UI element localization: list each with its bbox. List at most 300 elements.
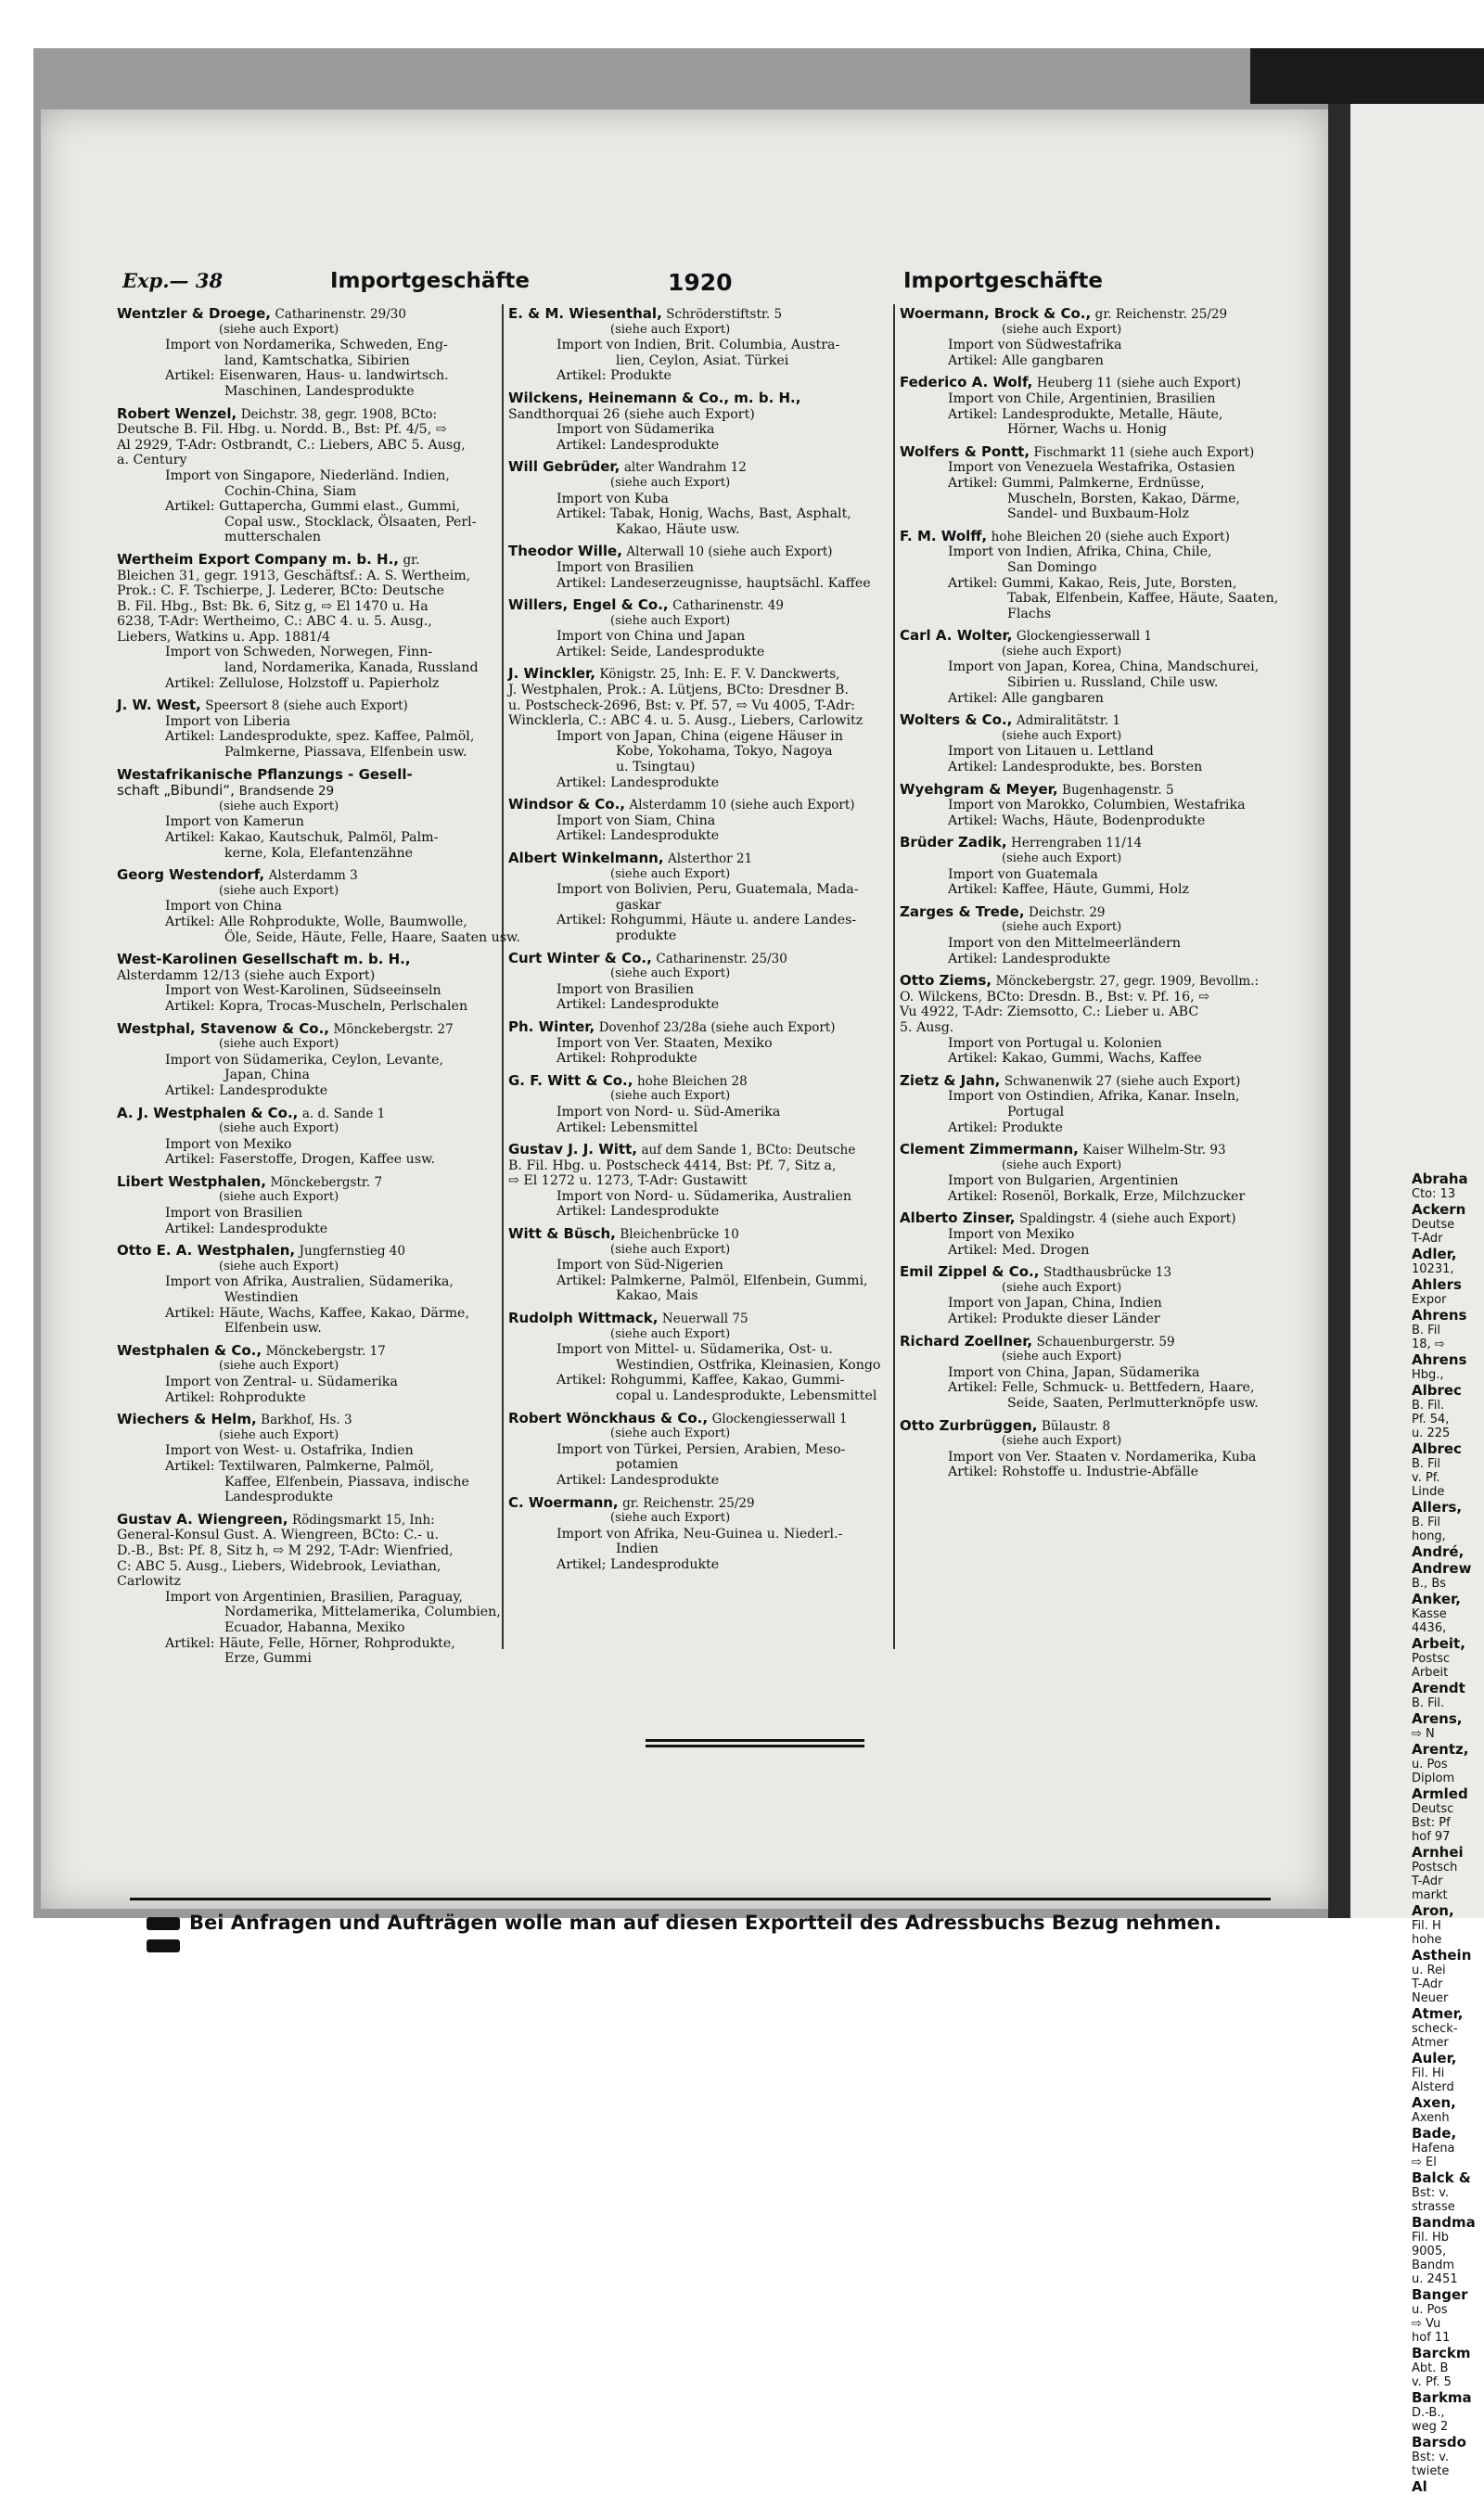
directory-entry (508, 1073, 903, 1135)
entry-line: J. Westphalen, Prok.: A. Lütjens, BCto: Dresdner B. (508, 683, 849, 698)
next-page-line: B., Bs (1412, 1577, 1447, 1591)
firm-address: Mönckebergstr. 27, gegr. 1909, Bevollm.: (995, 974, 1260, 990)
next-page-heading: Allers, (1412, 1499, 1463, 1516)
entry-heading (508, 1411, 903, 1427)
firm-address: Mönckebergstr. 27 (333, 1021, 454, 1037)
entry-heading (900, 1142, 1295, 1158)
entry-note: (siehe auch Export) (219, 1190, 339, 1205)
directory-entry (117, 1412, 512, 1505)
entry-line: Artikel: Produkte (948, 1120, 1063, 1135)
firm-address: Bugenhagenstr. 5 (1062, 782, 1174, 798)
entry-heading (117, 1021, 512, 1038)
entry-line: Import von Afrika, Australien, Südamerika, (165, 1274, 454, 1290)
next-page-line: 4436, (1412, 1621, 1447, 1635)
entry-line: Artikel: Palmkerne, Palmöl, Elfenbein, Gummi, (556, 1273, 868, 1288)
next-page-line: v. Pf. (1412, 1471, 1440, 1485)
firm-address: gr. Reichenstr. 25/29 (622, 1495, 755, 1511)
entry-line: Deutsche B. Fil. Hbg. u. Nordd. B., Bst: Pf. 4/5, ⇨ (117, 422, 447, 438)
entry-line: Import von Schweden, Norwegen, Finn- (165, 645, 433, 660)
entry-line: Indien (616, 1542, 659, 1557)
entry-line: Import von Süd-Nigerien (556, 1258, 723, 1273)
entry-line: Artikel: Felle, Schmuck- u. Bettfedern, Haare, (948, 1380, 1255, 1396)
entry-note: (siehe auch Export) (219, 1359, 339, 1374)
entry-note: (siehe auch Export) (219, 1427, 339, 1442)
entry-line: Kakao, Mais (616, 1288, 698, 1304)
directory-entry (900, 1210, 1295, 1258)
next-page-line: Bst: v. (1412, 2186, 1450, 2200)
entry-heading (900, 1210, 1295, 1227)
entry-line: Artikel: Landesprodukte, spez. Kaffee, Palmöl, (165, 729, 475, 745)
entry-note: (siehe auch Export) (610, 322, 731, 337)
firm-name: Zarges & Trede, (900, 902, 1025, 920)
entry-heading (508, 1019, 903, 1036)
entry-line: (siehe auch Export) (219, 799, 339, 813)
firm-name: Wyehgram & Meyer, (900, 780, 1058, 798)
entry-line: Artikel: Landesprodukte, bes. Borsten (948, 760, 1203, 775)
directory-entry (508, 1019, 903, 1067)
firm-name: Robert Wönckhaus & Co., (508, 1409, 709, 1427)
scan-shadow (1250, 48, 1484, 104)
firm-name: Wolters & Co., (900, 711, 1013, 729)
firm-address: Mönckebergstr. 7 (270, 1174, 383, 1190)
entry-line: Artikel: Gummi, Palmkerne, Erdnüsse, (948, 475, 1205, 491)
entry-line: Import von Südamerika, Ceylon, Levante, (165, 1052, 444, 1068)
directory-entry (117, 767, 512, 862)
entry-line: ⇨ El 1272 u. 1273, T-Adr: Gustawitt (508, 1173, 748, 1189)
firm-name: G. F. Witt & Co., (508, 1071, 633, 1089)
entry-line: Artikel: Faserstoffe, Drogen, Kaffee usw. (165, 1152, 436, 1168)
firm-address: Alsterthor 21 (668, 851, 753, 866)
section-title-right: Importgeschäfte (903, 269, 1104, 293)
directory-entry (900, 529, 1295, 622)
firm-address: Kaiser Wilhelm-Str. 93 (1082, 1143, 1226, 1158)
firm-address: Admiralitätstr. 1 (1016, 713, 1120, 729)
firm-name: Westphalen & Co., (117, 1341, 262, 1359)
entry-heading (900, 904, 1295, 921)
firm-address: Schröderstiftstr. 5 (666, 307, 783, 322)
directory-entry (900, 306, 1295, 368)
next-page-heading: Auler, (1412, 2050, 1457, 2066)
directory-entry (508, 459, 903, 537)
directory-entry (900, 444, 1295, 522)
entry-heading (508, 597, 903, 614)
entry-heading (508, 666, 903, 683)
entry-note: (siehe auch Export) (219, 883, 339, 898)
entry-heading (508, 1311, 903, 1327)
directory-page (41, 109, 1328, 1934)
entry-line: D.-B., Bst: Pf. 8, Sitz h, ⇨ M 292, T-Adr: Wienfried, (117, 1542, 454, 1558)
firm-name: Federico A. Wolf, (900, 374, 1033, 391)
section-title-left: Importgeschäfte (330, 269, 531, 293)
entry-line: Import von Südwestafrika (948, 338, 1122, 353)
entry-line: Artikel: Kopra, Trocas-Muscheln, Perlschalen (165, 998, 468, 1014)
next-page-line: Deutsc (1412, 1802, 1454, 1816)
entry-heading (117, 767, 512, 784)
entry-heading (900, 1334, 1295, 1350)
entry-line: Import von Japan, Korea, China, Mandschurei, (948, 659, 1260, 675)
firm-address: Spaldingstr. 4 (siehe auch Export) (1018, 1211, 1236, 1227)
entry-note: (siehe auch Export) (1002, 1350, 1122, 1364)
next-page-fragment (1350, 104, 1484, 2495)
next-page-heading: Ahrens (1412, 1307, 1467, 1324)
entry-line: Import von China, Japan, Südamerika (948, 1364, 1200, 1380)
entry-line: Artikel: Guttapercha, Gummi elast., Gummi, (165, 499, 460, 515)
entry-heading (900, 628, 1295, 645)
next-page-heading: Arendt (1412, 1680, 1465, 1696)
entry-line: Artikel: Landesprodukte, Metalle, Häute, (948, 406, 1223, 422)
next-page-line: 9005, (1412, 2245, 1447, 2258)
directory-entry (117, 952, 512, 1014)
entry-heading (900, 973, 1295, 990)
entry-line: Import von Indien, Brit. Columbia, Austra- (556, 338, 840, 353)
firm-address: Deichstr. 38, gegr. 1908, BCto: (240, 406, 438, 422)
entry-note: (siehe auch Export) (610, 1089, 731, 1104)
firm-name: Georg Westendorf, (117, 866, 265, 884)
next-page-line: u. Rei (1412, 1964, 1446, 1977)
entry-line: Al 2929, T-Adr: Ostbrandt, C.: Liebers, ABC 5. Ausg, (117, 437, 466, 453)
next-page-heading: Arentz, (1412, 1741, 1469, 1758)
directory-entry (508, 306, 903, 384)
next-page-line: strasse (1412, 2200, 1455, 2214)
next-page-line: Postsch (1412, 1861, 1458, 1874)
entry-line: Wincklerla, C.: ABC 4. u. 5. Ausg., Liebers, Carlowitz (508, 713, 864, 729)
entry-line: Artikel: Med. Drogen (948, 1242, 1090, 1258)
firm-address: Rödingsmarkt 15, Inh: (291, 1512, 435, 1528)
entry-line: Artikel: Kakao, Kautschuk, Palmöl, Palm- (165, 830, 439, 845)
next-page-line: scheck- (1412, 2022, 1458, 2036)
next-page-heading: Arens, (1412, 1710, 1463, 1727)
entry-line: Artikel: Kaffee, Häute, Gummi, Holz (948, 882, 1189, 898)
directory-entry (117, 1021, 512, 1099)
entry-heading (900, 529, 1295, 545)
entry-line: Import von Mexiko (948, 1227, 1075, 1243)
next-page-line: D.-B., (1412, 2406, 1445, 2420)
next-page-heading: Anker, (1412, 1591, 1461, 1607)
entry-line: Import von Bolivien, Peru, Guatemala, Mada- (556, 882, 859, 898)
firm-address: gr. Reichenstr. 25/29 (1094, 307, 1228, 322)
directory-entry (900, 782, 1295, 829)
directory-entry (900, 904, 1295, 966)
entry-line (117, 783, 512, 800)
entry-heading (117, 697, 512, 714)
column-3 (900, 306, 1295, 1487)
firm-name: Alberto Zinser, (900, 1209, 1016, 1227)
firm-address: Alsterdamm 10 (siehe auch Export) (629, 798, 855, 813)
next-page-line: 18, ⇨ (1412, 1337, 1445, 1351)
next-page-line: Bst: v. (1412, 2450, 1450, 2464)
next-page-line: Kasse (1412, 1607, 1447, 1621)
entry-heading (508, 306, 903, 323)
entry-heading (508, 544, 903, 560)
directory-entry (508, 797, 903, 844)
entry-line: potamien (616, 1457, 679, 1473)
entry-line: Landesprodukte (224, 1490, 334, 1505)
next-page-line: Expor (1412, 1293, 1447, 1307)
entry-line: Seide, Saaten, Perlmutterknöpfe usw. (1007, 1396, 1259, 1411)
directory-entry (900, 375, 1295, 437)
entry-line: Artikel: Wachs, Häute, Bodenprodukte (948, 812, 1206, 828)
entry-line: Artikel: Tabak, Honig, Wachs, Bast, Asphalt, (556, 506, 851, 522)
entry-line: Artikel: Textilwaren, Palmkerne, Palmöl, (165, 1458, 435, 1474)
entry-line: Import von Kuba (556, 491, 669, 506)
next-page-line: Fil. H (1412, 1919, 1441, 1933)
book-gutter (1328, 104, 1350, 1918)
next-page-line: hof 97 (1412, 1830, 1451, 1844)
directory-entry (508, 1411, 903, 1489)
next-page-line: ⇨ N (1412, 1727, 1435, 1741)
firm-name: Albert Winkelmann, (508, 850, 664, 866)
firm-address: Catharinenstr. 29/30 (275, 307, 406, 322)
entry-line: Artikel: Landesprodukte (556, 774, 720, 790)
entry-heading (900, 712, 1295, 729)
next-page-line: Postsc (1412, 1652, 1451, 1666)
entry-line: gaskar (616, 897, 661, 913)
next-page-line: Atmer (1412, 2036, 1449, 2050)
next-page-line: Pf. 54, (1412, 1413, 1450, 1427)
entry-line: Alsterdamm 12/13 (siehe auch Export) (117, 967, 376, 983)
firm-name: Wiechers & Helm, (117, 1411, 257, 1428)
entry-heading (117, 306, 512, 323)
next-page-line: u. Pos (1412, 2303, 1448, 2317)
entry-line: Import von China und Japan (556, 629, 746, 645)
entry-line: Sandthorquai 26 (siehe auch Export) (508, 406, 755, 422)
entry-line: Artikel; Landesprodukte (556, 1556, 720, 1572)
directory-entry (900, 1418, 1295, 1480)
page-header (41, 269, 1328, 299)
directory-entry (508, 390, 903, 453)
firm-address: gr. (403, 552, 420, 568)
firm-name: Wilckens, Heinemann & Co., m. b. H., (508, 389, 801, 406)
entry-note: (siehe auch Export) (610, 1427, 731, 1441)
entry-heading (900, 782, 1295, 799)
entry-heading (508, 1495, 903, 1512)
directory-entry (117, 306, 512, 400)
entry-line: Import von Litauen u. Lettland (948, 744, 1154, 760)
entry-line: Import von Ver. Staaten v. Nordamerika, Kuba (948, 1449, 1257, 1465)
next-page-heading: Abraha (1412, 1171, 1468, 1187)
firm-address: alter Wandrahm 12 (623, 460, 747, 476)
firm-name: J. Winckler, (508, 665, 595, 683)
next-page-line: Bandm (1412, 2258, 1455, 2272)
entry-heading (508, 1073, 903, 1090)
next-page-line: 10231, (1412, 1262, 1454, 1276)
next-page-heading: Albrec (1412, 1382, 1462, 1399)
firm-name: Zietz & Jahn, (900, 1071, 1001, 1089)
entry-heading (117, 1174, 512, 1191)
entry-line: Import von Afrika, Neu-Guinea u. Niederl.- (556, 1526, 843, 1542)
firm-name: Gustav A. Wiengreen, (117, 1510, 288, 1528)
next-page-line: hohe (1412, 1933, 1442, 1947)
firm-name: C. Woermann, (508, 1493, 619, 1511)
pointing-hand-icon (147, 1917, 180, 1930)
entry-line: Cochin-China, Siam (224, 483, 357, 499)
entry-heading (508, 390, 903, 407)
firm-name: Robert Wenzel, (117, 404, 237, 422)
page-number: Exp.— 38 (122, 269, 224, 292)
firm-name: Rudolph Wittmack, (508, 1310, 659, 1327)
firm-address: Glockengiesserwall 1 (711, 1411, 848, 1427)
firm-name: Libert Westphalen, (117, 1172, 266, 1190)
entry-line: Bleichen 31, gegr. 1913, Geschäftsf.: A. S. Wertheim, (117, 568, 471, 583)
firm-name: Wentzler & Droege, (117, 305, 271, 322)
entry-line-text: schaft „Bibundi“, (117, 782, 235, 800)
next-page-line: B. Fil (1412, 1516, 1440, 1529)
firm-address: Speersort 8 (siehe auch Export) (205, 698, 408, 714)
entry-line: land, Kamtschatka, Sibirien (224, 352, 410, 368)
entry-line: Import von Argentinien, Brasilien, Paraguay, (165, 1589, 464, 1605)
entry-line: Import von Singapore, Niederländ. Indien, (165, 467, 450, 483)
next-page-heading: Axen, (1412, 2094, 1456, 2111)
entry-line: Carlowitz (117, 1574, 182, 1590)
entry-line: Elfenbein usw. (224, 1321, 322, 1337)
next-page-heading: Barsdo (1412, 2434, 1466, 2450)
entry-line: Sandel- und Buxbaum-Holz (1007, 506, 1189, 522)
directory-entry (117, 1106, 512, 1168)
firm-name: Emil Zippel & Co., (900, 1263, 1040, 1281)
next-page-line: u. Pos (1412, 1758, 1448, 1772)
entry-note: (siehe auch Export) (219, 322, 339, 337)
entry-line: Artikel: Rohgummi, Häute u. andere Landes- (556, 913, 857, 928)
next-page-heading: Bade, (1412, 2125, 1457, 2142)
directory-entry (508, 597, 903, 659)
next-page-heading: Ackern (1412, 1201, 1466, 1218)
directory-entry (508, 1311, 903, 1404)
entry-line: Artikel: Landesprodukte (165, 1221, 328, 1236)
firm-name: Clement Zimmermann, (900, 1141, 1079, 1158)
next-page-line: u. 2451 (1412, 2272, 1458, 2286)
entry-line: Import von Südamerika (556, 422, 715, 438)
next-page-line: B. Fil (1412, 1457, 1440, 1471)
entry-line: copal u. Landesprodukte, Lebensmittel (616, 1388, 877, 1403)
entry-note: (siehe auch Export) (1002, 1434, 1122, 1449)
entry-note: (siehe auch Export) (1002, 644, 1122, 659)
next-page-line: v. Pf. 5 (1412, 2375, 1452, 2389)
entry-heading (117, 1243, 512, 1260)
next-page-heading: Atmer, (1412, 2005, 1464, 2022)
entry-line: Artikel: Landesprodukte (556, 997, 720, 1013)
next-page-line: Diplom (1412, 1772, 1455, 1785)
directory-entry (900, 712, 1295, 774)
next-page-heading: Albrec (1412, 1440, 1462, 1457)
entry-line: Import von Mittel- u. Südamerika, Ost- u. (556, 1342, 833, 1358)
next-page-heading: Adler, (1412, 1246, 1457, 1262)
entry-line: Import von Nordamerika, Schweden, Eng- (165, 338, 448, 353)
next-page-line: T-Adr (1412, 1232, 1443, 1246)
next-page-heading: Armled (1412, 1785, 1468, 1802)
entry-note: (siehe auch Export) (1002, 322, 1122, 337)
firm-name: E. & M. Wiesenthal, (508, 305, 662, 322)
entry-line: Artikel: Landesprodukte (556, 828, 720, 844)
entry-heading (508, 459, 903, 476)
next-page-line: Axenh (1412, 2111, 1450, 2125)
firm-name: Richard Zoellner, (900, 1332, 1033, 1350)
firm-address: Schwanenwik 27 (siehe auch Export) (1004, 1073, 1241, 1089)
directory-entry (900, 1142, 1295, 1204)
entry-line: Import von China (165, 899, 283, 915)
entry-line: Sibirien u. Russland, Chile usw. (1007, 675, 1219, 691)
entry-note: (siehe auch Export) (610, 1511, 731, 1526)
entry-line: Import von Bulgarien, Argentinien (948, 1173, 1179, 1189)
entry-line: Japan, China (224, 1068, 310, 1083)
firm-name: Westphal, Stavenow & Co., (117, 1019, 330, 1037)
entry-line: Import von den Mittelmeerländern (948, 935, 1181, 951)
entry-line: Artikel: Rohgummi, Kaffee, Kakao, Gummi- (556, 1373, 845, 1388)
next-page-line: Alsterd (1412, 2080, 1454, 2094)
entry-line: mutterschalen (224, 530, 322, 545)
directory-entry (900, 1334, 1295, 1412)
entry-line: San Domingo (1007, 559, 1097, 575)
next-page-line: ⇨ Vu (1412, 2317, 1441, 2331)
firm-name: Witt & Büsch, (508, 1225, 616, 1243)
firm-name: Otto Ziems, (900, 972, 992, 990)
firm-address: hohe Bleichen 28 (636, 1073, 748, 1089)
entry-line: Import von Venezuela Westafrika, Ostasien (948, 460, 1235, 476)
next-page-line: u. 225 (1412, 1427, 1451, 1440)
entry-line: Artikel: Rohprodukte (556, 1051, 697, 1067)
entry-note: (siehe auch Export) (610, 1326, 731, 1341)
entry-line: Flachs (1007, 606, 1052, 621)
directory-entry (508, 851, 903, 944)
entry-line: Artikel: Landesprodukte (556, 1472, 720, 1488)
entry-heading (117, 1412, 512, 1428)
firm-address: Catharinenstr. 49 (672, 598, 784, 614)
entry-line: Kaffee, Elfenbein, Piassava, indische (224, 1474, 469, 1490)
entry-heading (117, 406, 512, 423)
entry-heading (508, 797, 903, 813)
entry-line: 5. Ausg. (900, 1019, 954, 1035)
entry-line: Artikel: Landesprodukte (556, 437, 720, 453)
entry-heading (117, 1106, 512, 1122)
entry-line: C: ABC 5. Ausg., Liebers, Widebrook, Leviathan, (117, 1558, 441, 1574)
firm-address: hohe Bleichen 20 (siehe auch Export) (991, 529, 1230, 544)
entry-line: Import von West-Karolinen, Südseeinseln (165, 983, 441, 999)
entry-line: Artikel: Alle gangbaren (948, 352, 1104, 368)
entry-line: Artikel: Rohstoffe u. Industrie-Abfälle (948, 1465, 1199, 1480)
next-page-heading: Ahlers (1412, 1276, 1462, 1293)
next-page-line: markt (1412, 1888, 1448, 1902)
entry-heading (900, 1073, 1295, 1090)
entry-line: Import von Japan, China, Indien (948, 1296, 1162, 1311)
next-page-line: ⇨ El (1412, 2156, 1437, 2169)
entry-line: Kobe, Yokohama, Tokyo, Nagoya (616, 744, 833, 760)
entry-line: Artikel: Alle Rohprodukte, Wolle, Baumwolle, (165, 914, 467, 929)
entry-line: Import von Kamerun (165, 814, 304, 830)
entry-line: Import von Portugal u. Kolonien (948, 1035, 1162, 1051)
entry-line: Vu 4922, T-Adr: Ziemsotto, C.: Lieber u. ABC (900, 1004, 1199, 1020)
next-page-line: B. Fil. (1412, 1696, 1445, 1710)
next-page-heading: Arbeit, (1412, 1635, 1465, 1652)
firm-address: Fischmarkt 11 (siehe auch Export) (1033, 444, 1255, 460)
directory-entry (117, 866, 521, 945)
next-page-line: Deutse (1412, 1218, 1455, 1232)
entry-heading (508, 1142, 903, 1158)
next-page-line: hof 11 (1412, 2331, 1451, 2345)
firm-name: Otto Zurbrüggen, (900, 1416, 1038, 1434)
entry-line: Westindien (224, 1290, 299, 1306)
entry-line: Import von Brasilien (556, 559, 694, 575)
entry-line: lien, Ceylon, Asiat. Türkei (616, 352, 789, 368)
firm-address: Stadthausbrücke 13 (1043, 1265, 1172, 1281)
entry-line: Import von Brasilien (165, 1206, 302, 1222)
entry-line: Artikel: Häute, Felle, Hörner, Rohprodukte, (165, 1635, 455, 1651)
next-page-line: T-Adr (1412, 1977, 1443, 1991)
firm-name: A. J. Westphalen & Co., (117, 1104, 299, 1121)
entry-line: Import von Marokko, Columbien, Westafrika (948, 798, 1246, 813)
entry-heading (900, 306, 1295, 323)
entry-line: Import von Chile, Argentinien, Brasilien (948, 390, 1216, 406)
directory-entry (117, 552, 512, 691)
entry-line: Liebers, Watkins u. App. 1881/4 (117, 629, 330, 645)
